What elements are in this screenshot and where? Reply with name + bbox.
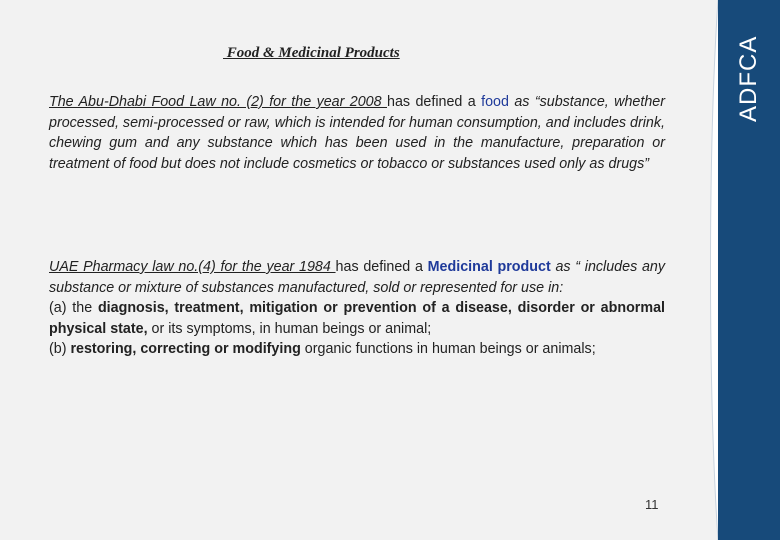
food-law-reference: The Abu-Dhabi Food Law no. (2) for the year 2008	[49, 94, 387, 110]
medicinal-intro	[49, 257, 665, 298]
medicinal-definition-text: as “ includes any substance or mixture of substances manufactured, sold or represented for use in:	[49, 259, 666, 296]
item-a-rest: or its symptoms, in human beings or animal;	[147, 320, 432, 337]
item-a-the: the	[72, 300, 98, 316]
pharmacy-law-reference: UAE Pharmacy law no.(4) for the year 1984	[49, 259, 336, 275]
medicinal-item-b	[49, 339, 665, 360]
item-b-prefix: (b)	[49, 341, 71, 357]
medicinal-term: Medicinal product	[427, 259, 551, 275]
page-number: 11	[645, 497, 659, 512]
food-definition-text: as “substance, whether processed, semi-processed or raw, which is intended for human consumption, and includes drink, chewing gum and any substance which has been used in the manufacture, preparation or treatment of food but does not include cosmetics or tobacco or substances used only as drugs”	[49, 94, 666, 172]
item-a-prefix: (a)	[49, 300, 73, 316]
food-lead-text: has defined a	[387, 94, 482, 110]
medicinal-lead-text: has defined a	[335, 259, 428, 275]
food-definition-paragraph	[49, 92, 665, 174]
item-a-bold-text: diagnosis, treatment, mitigation or prevention of a disease, disorder or abnormal physical state,	[49, 300, 665, 337]
adfca-logo: ADFCA	[735, 35, 762, 122]
medicinal-definition-paragraph	[49, 257, 665, 360]
item-b-rest: organic functions in human beings or animals;	[300, 341, 596, 357]
food-term: food	[481, 94, 509, 110]
medicinal-item-a	[49, 298, 665, 339]
item-b-bold-text: restoring, correcting or modifying	[70, 341, 301, 357]
page-title: Food & Medicinal Products	[223, 45, 400, 61]
